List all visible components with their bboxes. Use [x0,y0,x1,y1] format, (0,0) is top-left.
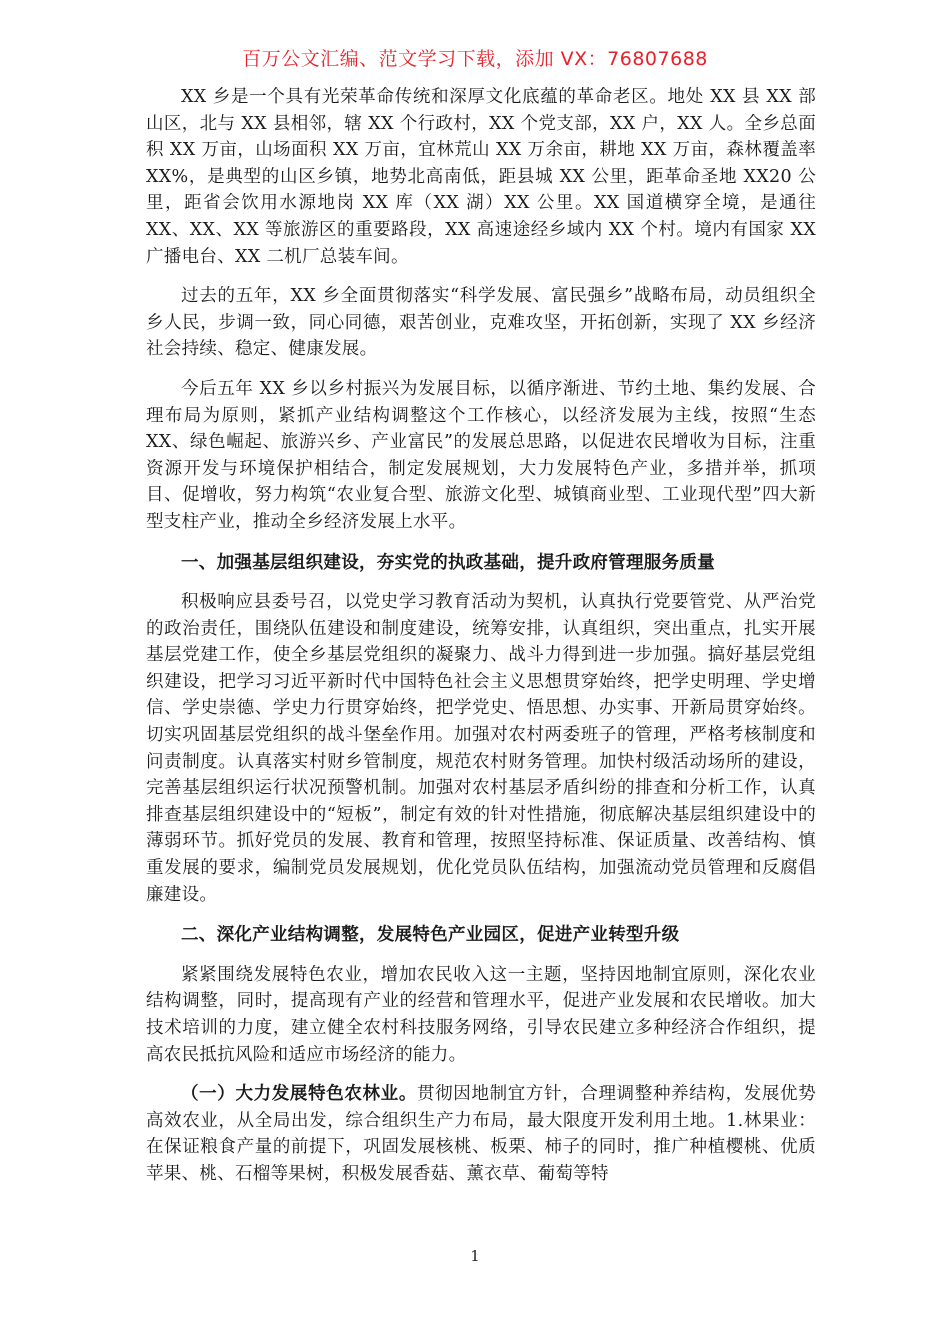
subsection-1-text: 贯彻因地制宜方针，合理调整种养结构，发展优势高效农业，从全局出发，综合组织生产力布局，最大限度开发利用土地。1.林果业：在保证粮食产量的前提下，巩固发展核桃、板栗、柿子的同时，推广种植樱桃、优质苹果、桃、石榴等果树，积极发展香菇、薰衣草、葡萄等特 [146,1084,816,1184]
header-banner: 百万公文汇编、范文学习下载，添加 VX：76807688 [242,48,708,70]
intro-paragraph-1: XX 乡是一个具有光荣革命传统和深厚文化底蕴的革命老区。地处 XX 县 XX 部山区，北与 XX 县相邻，辖 XX 个行政村，XX 个党支部，XX 户，XX 人。全乡总面积 XX 万亩，山场面积 XX 万亩，宜林荒山 XX 万余亩，耕地 XX 万亩，森林覆盖率 XX%，是典型的山区乡镇，地势北高南低，距县城 XX 公里，距革命圣地 XX20 公里，距省会饮用水源地岗 XX 库（XX 湖）XX 公里。XX 国道横穿全境，是通往 XX、XX、XX 等旅游区的重要路段，XX 高速途经乡域内 XX 个村。境内有国家 XX 广播电台、XX 二机厂总装车间。 [146,87,816,267]
document-body [146,84,816,1188]
page-number: 1 [470,1247,480,1265]
section-2-heading: 二、深化产业结构调整，发展特色产业园区，促进产业转型升级 [181,925,680,946]
section-1-heading: 一、加强基层组织建设，夯实党的执政基础，提升政府管理服务质量 [181,552,715,573]
intro-paragraph-3: 今后五年 XX 乡以乡村振兴为发展目标，以循序渐进、节约土地、集约发展、合理布局为原则，紧抓产业结构调整这个工作核心，以经济发展为主线，按照“生态 XX、绿色崛起、旅游兴乡、产业富民”的发展总思路，以促进农民增收为目标，注重资源开发与环境保护相结合，制定发展规划，大力发展特色产业，多措并举，抓项目、促增收，努力构筑“农业复合型、旅游文化型、城镇商业型、工业现代型”四大新型支柱产业，推动全乡经济发展上水平。 [146,378,816,532]
section-2-paragraph: 紧紧围绕发展特色农业，增加农民收入这一主题，坚持因地制宜原则，深化农业结构调整，同时，提高现有产业的经营和管理水平，促进产业发展和农民增收。加大技术培训的力度，建立健全农村科技服务网络，引导农民建立多种经济合作组织，提高农民抵抗风险和适应市场经济的能力。 [146,964,816,1065]
intro-paragraph-2: 过去的五年，XX 乡全面贯彻落实“科学发展、富民强乡”战略布局，动员组织全乡人民，步调一致，同心同德，艰苦创业，克难攻坚，开拓创新，实现了 XX 乡经济社会持续、稳定、健康发展。 [146,286,816,360]
subsection-1-lead: （一）大力发展特色农林业。 [181,1084,417,1105]
subsection-1-paragraph [146,1081,816,1187]
section-1-paragraph: 积极响应县委号召，以党史学习教育活动为契机，认真执行党要管党、从严治党的政治责任，围绕队伍建设和制度建设，统筹安排，认真组织，突出重点，扎实开展基层党建工作，使全乡基层党组织的凝聚力、战斗力得到进一步加强。搞好基层党组织建设，把学习习近平新时代中国特色社会主义思想贯穿始终，把学史明理、学史增信、学史崇德、学史力行贯穿始终，把学党史、悟思想、办实事、开新局贯穿始终。切实巩固基层党组织的战斗堡垒作用。加强对农村两委班子的管理，严格考核制度和问责制度。认真落实村财乡管制度，规范农村财务管理。加快村级活动场所的建设，完善基层组织运行状况预警机制。加强对农村基层矛盾纠纷的排查和分析工作，认真排查基层组织建设中的“短板”，制定有效的针对性措施，彻底解决基层组织建设中的薄弱环节。抓好党员的发展、教育和管理，按照坚持标准、保证质量、改善结构、慎重发展的要求，编制党员发展规划，优化党员队伍结构，加强流动党员管理和反腐倡廉建设。 [146,592,816,905]
